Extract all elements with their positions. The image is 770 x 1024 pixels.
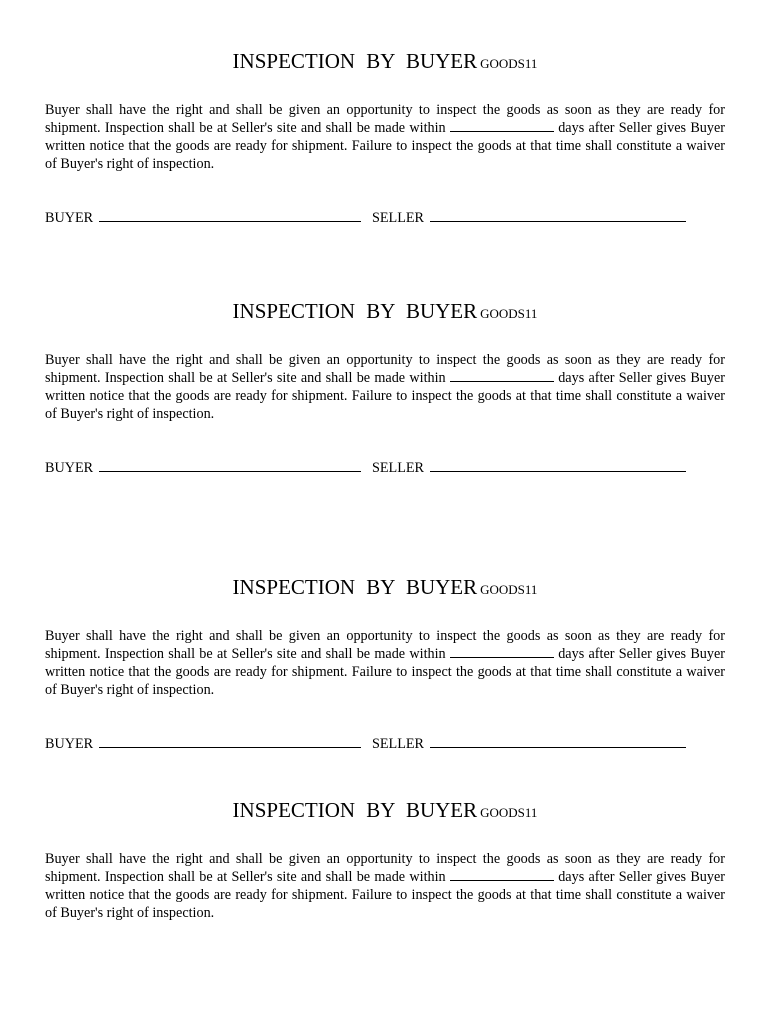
- section-title: [45, 298, 725, 324]
- buyer-signature-line[interactable]: [99, 209, 361, 222]
- form-code: GOODS11: [480, 805, 538, 820]
- days-blank-field[interactable]: [450, 119, 554, 132]
- buyer-signature: [45, 459, 361, 477]
- title-text: INSPECTION BY BUYER: [232, 798, 478, 822]
- section-title: [45, 797, 725, 823]
- seller-signature-line[interactable]: [430, 735, 686, 748]
- inspection-section-1: [45, 48, 725, 229]
- clause-text-end: days after Seller gives Buyer written notice that the goods are ready for shipment. Failure to inspect the goods at that time shall constitute a waiver of Buyer's right of inspection.: [45, 370, 726, 422]
- signature-row: [45, 209, 725, 229]
- inspection-clause: [45, 627, 725, 699]
- title-text: INSPECTION BY BUYER: [232, 575, 478, 599]
- clause-text-start: Buyer shall have the right and shall be given an opportunity to inspect the goods as soon as they are ready for shipment. Inspection shall be at Seller's site and shall be made within: [45, 628, 725, 662]
- buyer-signature: [45, 735, 361, 753]
- inspection-clause: [45, 101, 725, 173]
- seller-signature-line[interactable]: [430, 209, 686, 222]
- title-text: INSPECTION BY BUYER: [232, 299, 478, 323]
- buyer-label: BUYER: [45, 210, 94, 226]
- clause-text-end: days after Seller gives Buyer written notice that the goods are ready for shipment. Failure to inspect the goods at that time shall constitute a waiver of Buyer's right of inspection.: [45, 869, 726, 921]
- buyer-signature: [45, 209, 361, 227]
- signature-row: [45, 735, 725, 755]
- seller-label: SELLER: [372, 460, 425, 476]
- form-code: GOODS11: [480, 306, 538, 321]
- clause-text-start: Buyer shall have the right and shall be given an opportunity to inspect the goods as soon as they are ready for shipment. Inspection shall be at Seller's site and shall be made within: [45, 352, 725, 386]
- clause-text-start: Buyer shall have the right and shall be given an opportunity to inspect the goods as soon as they are ready for shipment. Inspection shall be at Seller's site and shall be made within: [45, 851, 725, 885]
- days-blank-field[interactable]: [450, 369, 554, 382]
- seller-label: SELLER: [372, 736, 425, 752]
- inspection-section-4: [45, 797, 725, 922]
- inspection-section-2: [45, 298, 725, 479]
- seller-label: SELLER: [372, 210, 425, 226]
- title-text: INSPECTION BY BUYER: [232, 49, 478, 73]
- inspection-clause: [45, 850, 725, 922]
- section-title: [45, 574, 725, 600]
- seller-signature: [372, 735, 686, 753]
- days-blank-field[interactable]: [450, 868, 554, 881]
- buyer-signature-line[interactable]: [99, 735, 361, 748]
- clause-text-end: days after Seller gives Buyer written notice that the goods are ready for shipment. Failure to inspect the goods at that time shall constitute a waiver of Buyer's right of inspection.: [45, 646, 726, 698]
- form-code: GOODS11: [480, 582, 538, 597]
- seller-signature-line[interactable]: [430, 459, 686, 472]
- form-code: GOODS11: [480, 56, 538, 71]
- buyer-label: BUYER: [45, 460, 94, 476]
- clause-text-end: days after Seller gives Buyer written notice that the goods are ready for shipment. Failure to inspect the goods at that time shall constitute a waiver of Buyer's right of inspection.: [45, 120, 726, 172]
- days-blank-field[interactable]: [450, 645, 554, 658]
- seller-signature: [372, 459, 686, 477]
- buyer-signature-line[interactable]: [99, 459, 361, 472]
- inspection-section-3: [45, 574, 725, 755]
- signature-row: [45, 459, 725, 479]
- inspection-clause: [45, 351, 725, 423]
- section-title: [45, 48, 725, 74]
- clause-text-start: Buyer shall have the right and shall be given an opportunity to inspect the goods as soon as they are ready for shipment. Inspection shall be at Seller's site and shall be made within: [45, 102, 725, 136]
- buyer-label: BUYER: [45, 736, 94, 752]
- seller-signature: [372, 209, 686, 227]
